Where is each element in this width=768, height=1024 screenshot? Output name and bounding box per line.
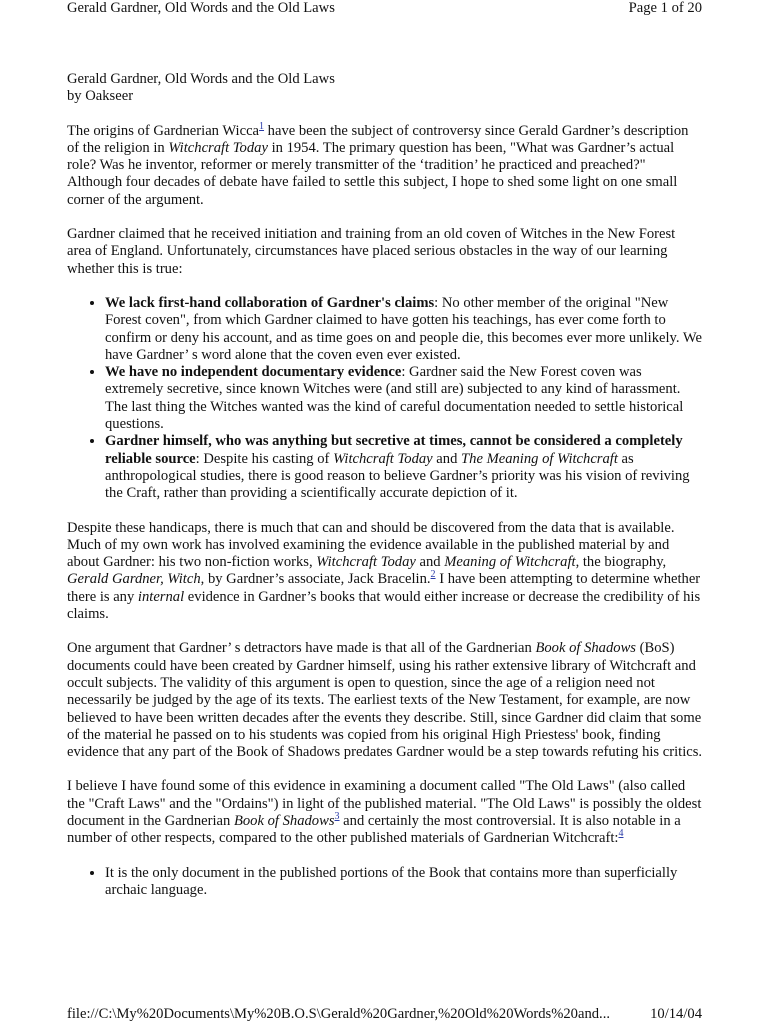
- book-title: The Meaning of Witchcraft: [461, 450, 618, 467]
- page-number: Page 1 of 20: [628, 0, 702, 16]
- text-run: evidence in Gardner’s books that would either increase or decrease the credibility of his claims.: [67, 588, 701, 623]
- list-item: [105, 295, 703, 364]
- book-title: Witchcraft Today: [168, 139, 268, 156]
- paragraph-handicaps: [67, 520, 703, 624]
- footnote-link-2[interactable]: 2: [430, 569, 436, 581]
- text-run: (BoS) documents could have been created by Gardner himself, using his rather extensive library of Witchcraft and occult subjects. The validity of this argument is open to question, since the age of a religion need not necessarily be judged by the age of its texts. The earliest texts of the New Testament, for example, are now believed to have been written decades after the events they describe. Still, since Gardner did claim that some of the material he passed on to his students was copied from his original High Priestess' book, finding evidence that any part of the Book of Shadows predates Gardner would be a step towards refuting his critics.: [67, 640, 703, 761]
- print-date: 10/14/04: [650, 1006, 702, 1022]
- footnote-link-3[interactable]: 3: [334, 810, 340, 822]
- notable-features-list: [67, 865, 703, 900]
- text-run: I have been attempting to determine whether there is any: [67, 571, 701, 605]
- text-run: as anthropological studies, there is good reason to believe Gardner’s priority was his vision of reviving the Craft, rather than providing a scientifically accurate depiction of it.: [105, 450, 690, 502]
- article-author: by Oakseer: [67, 88, 134, 105]
- footnote-link-1[interactable]: 1: [259, 120, 265, 132]
- list-item: [105, 433, 703, 502]
- obstacles-list: [67, 295, 703, 503]
- emphasis: internal: [137, 588, 185, 605]
- text-run: have been the subject of controversy since Gerald Gardner’s description of the religion in: [67, 122, 689, 156]
- text-run: The origins of Gardnerian Wicca: [67, 122, 260, 139]
- list-item-text: : Gardner said the New Forest coven was extremely secretive, since known Witches were (and still are) subjected to any kind of harassment. The last thing the Witches wanted was the kind of careful documentation needed to settle historical questions.: [105, 364, 684, 433]
- book-title: Gerald Gardner, Witch: [67, 571, 201, 588]
- book-title: Witchcraft Today: [333, 450, 433, 467]
- text-run: Despite these handicaps, there is much that can and should be discovered from the data that is available. Much of my own work has involved examining the evidence available in the published material by and about Gardner: his two non-fiction works,: [67, 519, 675, 571]
- list-item: • It is the only document in the published portions of the Book that contains more than superficially archaic language.: [105, 865, 703, 900]
- paragraph-detractors: [67, 640, 703, 761]
- text-run: One argument that Gardner’ s detractors have made is that all of the Gardnerian: [67, 640, 536, 657]
- document-body: [67, 71, 703, 916]
- text-run: in 1954. The primary question has been, "What was Gardner’s actual role? Was he inventor, reformer or merely transmitter of the ‘tradition’ he practiced and preached?" Although four decades of debate have failed to settle this subject, I hope to shed some light on one small corner of the argument.: [67, 139, 678, 208]
- page-header: [67, 0, 702, 20]
- book-title: Book of Shadows: [535, 640, 636, 657]
- page-footer: [67, 1006, 702, 1024]
- text-run: : Despite his casting of: [195, 450, 334, 467]
- text-run: and: [415, 554, 445, 571]
- list-item-heading: Gardner himself, who was anything but secretive at times, cannot be considered a completely reliable source: [105, 433, 683, 467]
- book-title: Book of Shadows: [233, 812, 335, 829]
- list-item: [105, 364, 703, 433]
- footnote-link-4[interactable]: 4: [618, 828, 624, 840]
- text-run: and: [432, 450, 462, 467]
- list-item-heading: We have no independent documentary evidence: [105, 364, 402, 381]
- book-title: Meaning of Witchcraft: [444, 554, 576, 571]
- text-run: I believe I have found some of this evidence in examining a document called "The Old Laws" (also called the "Craft Laws" and the "Ordains") in light of the published material. "The Old Laws" is possibly the oldest document in the Gardnerian: [67, 778, 702, 829]
- paragraph-old-laws: [67, 778, 703, 847]
- list-item-text: : No other member of the original "New Forest coven", from which Gardner claimed to have gotten his teachings, has ever come forth to confirm or deny his account, and as time goes on and people die, this becomes ever more unlikely. We have Gardner’ s word alone that the coven even ever existed.: [105, 294, 702, 363]
- text-run: , by Gardner’s associate, Jack Bracelin.: [200, 571, 431, 588]
- file-path: file://C:\My%20Documents\My%20B.O.S\Gerald%20Gardner,%20Old%20Words%20and...: [67, 1006, 610, 1022]
- text-run: , the biography,: [575, 554, 667, 571]
- book-title: Witchcraft Today: [316, 554, 416, 571]
- article-title: Gerald Gardner, Old Words and the Old Laws: [67, 71, 335, 87]
- text-run: and certainly the most controversial. It is also notable in a number of other respects, compared to the other published materials of Gardnerian Witchcraft:: [67, 812, 681, 847]
- paragraph-origins: [67, 120, 703, 209]
- header-title: Gerald Gardner, Old Words and the Old Laws: [67, 0, 335, 16]
- article-title-block: [67, 71, 703, 106]
- paragraph-claims: Gardner claimed that he received initiation and training from an old coven of Witches in the New Forest area of England. Unfortunately, circumstances have placed serious obstacles in the way of our learning whether this is true:: [67, 226, 676, 277]
- list-item-heading: We lack first-hand collaboration of Gardner's claims: [105, 294, 435, 311]
